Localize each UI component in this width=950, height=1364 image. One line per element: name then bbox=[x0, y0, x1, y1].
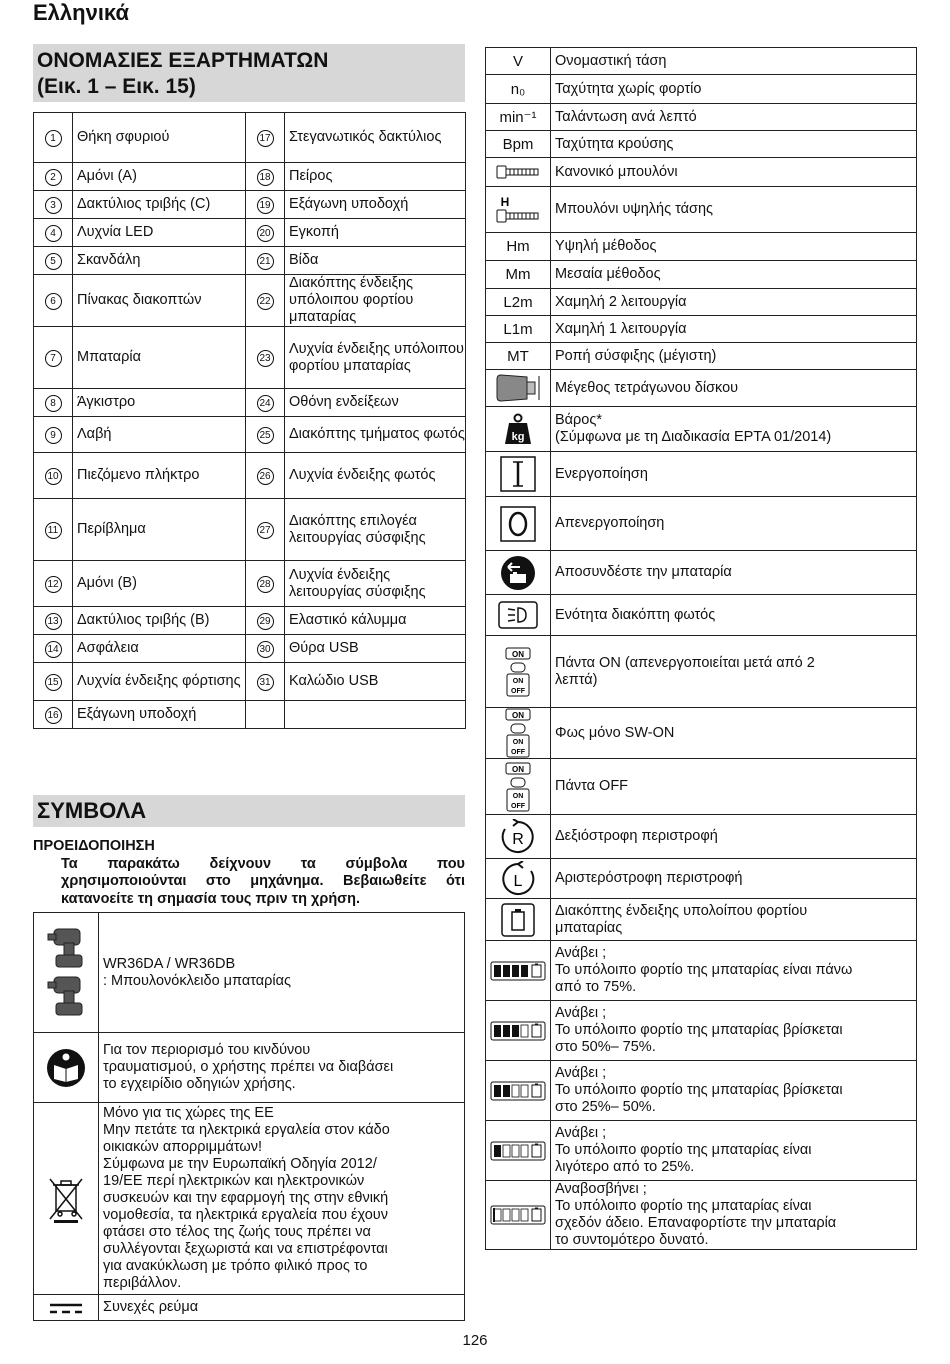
part-number-badge: 29 bbox=[257, 613, 274, 630]
part-name: Εγκοπή bbox=[285, 219, 466, 247]
part-name: Δακτύλιος τριβής (C) bbox=[73, 191, 246, 219]
symbol-description-line: το εγχειρίδιο οδηγιών χρήσης. bbox=[103, 1076, 296, 1092]
parts-row bbox=[34, 191, 466, 219]
symbol-row bbox=[486, 75, 917, 104]
part-number bbox=[246, 275, 285, 327]
part-number-badge: 1 bbox=[45, 130, 62, 147]
square-drive-icon bbox=[486, 370, 551, 407]
symbol-row bbox=[486, 551, 917, 595]
symbol-description bbox=[551, 75, 917, 104]
part-number bbox=[246, 663, 285, 701]
part-number-badge: 16 bbox=[45, 707, 62, 724]
symbol-row bbox=[486, 261, 917, 289]
symbol-description bbox=[551, 1121, 917, 1181]
part-number-badge: 13 bbox=[45, 613, 62, 630]
part-number bbox=[246, 219, 285, 247]
part-number-badge: 25 bbox=[257, 427, 274, 444]
parts-row bbox=[34, 163, 466, 191]
part-name: Λυχνία ένδειξης λειτουργίας σύσφιξης bbox=[285, 561, 466, 607]
symbol-row bbox=[486, 1001, 917, 1061]
symbol-row bbox=[34, 913, 465, 1033]
warning-label: ΠΡΟΕΙΔΟΠΟΙΗΣΗ bbox=[33, 838, 155, 854]
symbol-row bbox=[486, 1181, 917, 1250]
symbol-row bbox=[486, 636, 917, 708]
parts-row bbox=[34, 113, 466, 163]
part-number bbox=[34, 607, 73, 635]
symbol-description-line: Ανάβει ; bbox=[555, 1125, 607, 1141]
part-number bbox=[246, 389, 285, 417]
part-number bbox=[246, 113, 285, 163]
counterclockwise-l-icon bbox=[486, 859, 551, 899]
svg-text:OFF: OFF bbox=[511, 749, 525, 756]
svg-text:ON: ON bbox=[512, 711, 524, 720]
parts-row bbox=[34, 219, 466, 247]
part-number bbox=[34, 417, 73, 453]
part-number bbox=[34, 113, 73, 163]
symbol-description-line: Ροπή σύσφιξης (μέγιστη) bbox=[555, 347, 717, 364]
symbol-description-line: Βάρος* bbox=[555, 412, 602, 428]
crossed-bin-icon bbox=[34, 1103, 99, 1295]
symbol-description-line: Ανάβει ; bbox=[555, 1065, 607, 1081]
part-number-badge: 17 bbox=[257, 130, 274, 147]
part-number-badge: 15 bbox=[45, 674, 62, 691]
symbol-description-line: Το υπόλοιπο φορτίο της μπαταρίας είναι bbox=[555, 1142, 812, 1158]
parts-row bbox=[34, 635, 466, 663]
symbol-description bbox=[551, 1001, 917, 1061]
symbol-description-line: στο 25%– 50%. bbox=[555, 1099, 656, 1115]
parts-row bbox=[34, 499, 466, 561]
battery-1-bar-icon bbox=[486, 1121, 551, 1181]
left-symbols-table bbox=[33, 912, 465, 1321]
symbol-description-line: Συνεχές ρεύμα bbox=[103, 1299, 199, 1315]
part-name: Πείρος bbox=[285, 163, 466, 191]
symbol-description bbox=[551, 187, 917, 233]
symbol-row bbox=[486, 158, 917, 187]
symbol-description bbox=[551, 941, 917, 1001]
part-name: Λυχνία LED bbox=[73, 219, 246, 247]
symbol-description-line: Ανάβει ; bbox=[555, 1005, 607, 1021]
part-number bbox=[246, 701, 285, 729]
symbol-description bbox=[551, 708, 917, 759]
symbol-code: n₀ bbox=[486, 75, 551, 104]
symbol-row bbox=[486, 187, 917, 233]
symbol-description bbox=[99, 1033, 465, 1103]
symbol-description-line: Ταλάντωση ανά λεπτό bbox=[555, 108, 697, 125]
svg-text:ON: ON bbox=[512, 649, 524, 659]
symbol-description bbox=[551, 343, 917, 370]
part-number-badge: 28 bbox=[257, 576, 274, 593]
part-name: Λυχνία ένδειξης φόρτισης bbox=[73, 663, 246, 701]
part-number bbox=[246, 163, 285, 191]
part-name: Οθόνη ενδείξεων bbox=[285, 389, 466, 417]
symbol-description bbox=[551, 158, 917, 187]
part-number-badge: 6 bbox=[45, 293, 62, 310]
symbol-description-line: Ενεργοποίηση bbox=[555, 465, 648, 482]
part-number-badge: 11 bbox=[45, 522, 62, 539]
symbol-description-line: Μην πετάτε τα ηλεκτρικά εργαλεία στον κάδο bbox=[103, 1122, 390, 1138]
clockwise-r-icon bbox=[486, 815, 551, 859]
symbol-description-line: Ταχύτητα χωρίς φορτίο bbox=[555, 80, 702, 97]
symbol-row bbox=[486, 370, 917, 407]
part-number-badge: 31 bbox=[257, 674, 274, 691]
symbol-code: Bpm bbox=[486, 131, 551, 158]
symbol-description-line: Διακόπτης ένδειξης υπολοίπου φορτίου bbox=[555, 902, 808, 919]
symbol-row bbox=[486, 48, 917, 75]
disconnect-battery-icon bbox=[486, 551, 551, 595]
symbol-row bbox=[486, 1061, 917, 1121]
svg-text:ON: ON bbox=[512, 739, 524, 746]
part-number-badge: 19 bbox=[257, 197, 274, 214]
symbol-description-line: φτάσει στο τέλος της ζωής τους πρέπει να bbox=[103, 1224, 371, 1240]
part-number-badge: 9 bbox=[45, 427, 62, 444]
symbol-row bbox=[486, 497, 917, 551]
svg-text:kg: kg bbox=[511, 431, 525, 443]
svg-text:L: L bbox=[513, 872, 523, 890]
symbol-row bbox=[486, 104, 917, 131]
symbol-description bbox=[99, 1103, 465, 1295]
part-number bbox=[246, 191, 285, 219]
warning-text: Τα παρακάτω δείχνουν τα σύμβολα που χρησιμοποιούνται στο μηχάνημα. Βεβαιωθείτε ότι κατανοείτε τη σημασία τους πριν τη χρήση. bbox=[61, 855, 465, 907]
part-number bbox=[246, 635, 285, 663]
svg-text:OFF: OFF bbox=[511, 687, 525, 695]
part-name: Λυχνία ένδειξης υπόλοιπου φορτίου μπαταρίας bbox=[285, 327, 466, 389]
symbol-description-line: λιγότερο από το 25%. bbox=[555, 1159, 695, 1175]
symbol-description bbox=[551, 48, 917, 75]
symbol-description-line: στο 50%– 75%. bbox=[555, 1039, 656, 1055]
symbol-code: min⁻¹ bbox=[486, 104, 551, 131]
part-name: Πιεζόμενο πλήκτρο bbox=[73, 453, 246, 499]
page-number: 126 bbox=[462, 1332, 488, 1349]
part-number-badge: 27 bbox=[257, 522, 274, 539]
symbol-description-line: οικιακών απορριμμάτων! bbox=[103, 1139, 262, 1155]
symbol-description-line: Ονομαστική τάση bbox=[555, 52, 667, 69]
symbol-description bbox=[551, 131, 917, 158]
symbol-description bbox=[551, 1061, 917, 1121]
symbol-description-line: Μπουλόνι υψηλής τάσης bbox=[555, 201, 714, 217]
part-name: Βίδα bbox=[285, 247, 466, 275]
svg-text:H: H bbox=[500, 194, 510, 209]
parts-section-title bbox=[33, 44, 465, 102]
symbol-row bbox=[486, 316, 917, 343]
part-number bbox=[246, 499, 285, 561]
parts-title-line2: (Εικ. 1 – Εικ. 15) bbox=[37, 75, 196, 98]
symbol-description bbox=[551, 497, 917, 551]
symbol-description-line: Για τον περιορισμό του κινδύνου bbox=[103, 1042, 311, 1058]
symbol-description-line: Δεξιόστροφη περιστροφή bbox=[555, 828, 718, 844]
symbol-description bbox=[551, 233, 917, 261]
battery-button-icon bbox=[486, 899, 551, 941]
bolt-icon bbox=[486, 158, 551, 187]
switch-off-icon bbox=[486, 497, 551, 551]
part-number-badge: 22 bbox=[257, 293, 274, 310]
part-name bbox=[285, 701, 466, 729]
symbol-row bbox=[486, 941, 917, 1001]
symbol-description-line: 19/ΕΕ περί ηλεκτρικών και ηλεκτρονικών bbox=[103, 1173, 365, 1189]
symbol-description-line: Χαμηλή 1 λειτουργία bbox=[555, 320, 687, 337]
part-number bbox=[246, 453, 285, 499]
symbol-description-line: από το 75%. bbox=[555, 979, 637, 995]
part-number bbox=[246, 417, 285, 453]
svg-text:ON: ON bbox=[512, 764, 524, 774]
part-name: Μπαταρία bbox=[73, 327, 246, 389]
symbol-description bbox=[551, 899, 917, 941]
symbol-description-line: συλλέγονται ξεχωριστά και να επιστρέφονται bbox=[103, 1241, 388, 1257]
read-manual-icon bbox=[34, 1033, 99, 1103]
symbol-row bbox=[486, 452, 917, 497]
part-number-badge: 3 bbox=[45, 197, 62, 214]
symbol-description bbox=[551, 1181, 917, 1250]
part-number bbox=[34, 191, 73, 219]
parts-row bbox=[34, 453, 466, 499]
high-tension-bolt-icon bbox=[486, 187, 551, 233]
part-number bbox=[34, 499, 73, 561]
symbol-description-line: Το υπόλοιπο φορτίο της μπαταρίας είναι bbox=[555, 1198, 812, 1214]
symbol-row bbox=[486, 1121, 917, 1181]
symbol-description-line: Το υπόλοιπο φορτίο της μπαταρίας βρίσκεται bbox=[555, 1022, 843, 1038]
part-number-badge: 10 bbox=[45, 468, 62, 485]
symbol-row bbox=[34, 1033, 465, 1103]
symbol-description bbox=[551, 104, 917, 131]
part-number bbox=[34, 701, 73, 729]
symbol-description-line: Το υπόλοιπο φορτίο της μπαταρίας είναι πάνω bbox=[555, 962, 853, 978]
symbol-description bbox=[551, 859, 917, 899]
parts-table bbox=[33, 112, 466, 729]
symbol-row bbox=[486, 815, 917, 859]
symbol-description bbox=[99, 913, 465, 1033]
symbol-description-line: λεπτά) bbox=[555, 671, 598, 688]
symbol-code: MT bbox=[486, 343, 551, 370]
part-number-badge: 18 bbox=[257, 169, 274, 186]
symbol-description-line: Μέγεθος τετράγωνου δίσκου bbox=[555, 379, 739, 396]
part-number-badge: 14 bbox=[45, 641, 62, 658]
symbol-description-line: Πάντα OFF bbox=[555, 778, 629, 794]
parts-row bbox=[34, 327, 466, 389]
symbol-description-line: : Μπουλονόκλειδο μπαταρίας bbox=[103, 972, 291, 989]
part-name: Εξάγωνη υποδοχή bbox=[285, 191, 466, 219]
symbol-description-line: Φως μόνο SW-ON bbox=[555, 724, 675, 741]
symbol-description-line: συσκευών και την εφαρμογή της στην εθνική bbox=[103, 1190, 389, 1206]
symbol-row bbox=[486, 899, 917, 941]
part-name: Εξάγωνη υποδοχή bbox=[73, 701, 246, 729]
part-number bbox=[34, 327, 73, 389]
parts-row bbox=[34, 561, 466, 607]
symbol-description-line: Το υπόλοιπο φορτίο της μπαταρίας βρίσκεται bbox=[555, 1082, 843, 1098]
part-name: Σκανδάλη bbox=[73, 247, 246, 275]
symbol-description-line: σχεδόν άδειο. Επαναφορτίστε την μπαταρία bbox=[555, 1215, 837, 1231]
parts-row bbox=[34, 417, 466, 453]
part-number-badge: 30 bbox=[257, 641, 274, 658]
part-number-badge: 12 bbox=[45, 576, 62, 593]
part-number-badge: 5 bbox=[45, 253, 62, 270]
symbol-description-line: το συντομότερο δυνατό. bbox=[555, 1232, 709, 1248]
symbol-description-line: για ανακύκλωση με τρόπο φιλικό προς το bbox=[103, 1258, 368, 1274]
part-name: Διακόπτης ένδειξης υπόλοιπου φορτίου μπαταρίας bbox=[285, 275, 466, 327]
symbol-row bbox=[486, 407, 917, 452]
symbol-description bbox=[551, 595, 917, 636]
part-name: Ελαστικό κάλυμμα bbox=[285, 607, 466, 635]
part-name: Αμόνι (A) bbox=[73, 163, 246, 191]
symbol-code: L1m bbox=[486, 316, 551, 343]
symbol-row bbox=[486, 131, 917, 158]
symbol-description-line: Υψηλή μέθοδος bbox=[555, 238, 657, 254]
symbol-description bbox=[99, 1295, 465, 1321]
impact-wrench-icon bbox=[34, 913, 99, 1033]
on-off-toggle-icon bbox=[486, 708, 551, 759]
symbol-description-line: Απενεργοποίηση bbox=[555, 515, 665, 531]
symbol-description-line: Σύμφωνα με την Ευρωπαϊκή Οδηγία 2012/ bbox=[103, 1156, 377, 1172]
part-number bbox=[34, 247, 73, 275]
part-number bbox=[246, 327, 285, 389]
symbol-description bbox=[551, 261, 917, 289]
part-name: Δακτύλιος τριβής (B) bbox=[73, 607, 246, 635]
right-symbols-table bbox=[485, 47, 917, 1250]
symbol-description-line: περιβάλλον. bbox=[103, 1275, 182, 1291]
symbols-section-title: ΣΥΜΒΟΛΑ bbox=[33, 795, 465, 827]
part-number bbox=[246, 561, 285, 607]
part-number-badge: 21 bbox=[257, 253, 274, 270]
symbol-row bbox=[486, 343, 917, 370]
battery-2-bars-icon bbox=[486, 1061, 551, 1121]
on-off-toggle-icon bbox=[486, 759, 551, 815]
symbol-description bbox=[551, 316, 917, 343]
part-number bbox=[34, 275, 73, 327]
symbol-description-line: Ανάβει ; bbox=[555, 945, 607, 961]
symbol-description bbox=[551, 551, 917, 595]
parts-row bbox=[34, 701, 466, 729]
part-number bbox=[246, 607, 285, 635]
part-name: Καλώδιο USB bbox=[285, 663, 466, 701]
symbol-description-line: Αναβοσβήνει ; bbox=[555, 1181, 647, 1197]
part-name: Άγκιστρο bbox=[73, 389, 246, 417]
symbol-row bbox=[486, 708, 917, 759]
part-name: Λυχνία ένδειξης φωτός bbox=[285, 453, 466, 499]
battery-4-bars-icon bbox=[486, 941, 551, 1001]
symbol-description-line: Ταχύτητα κρούσης bbox=[555, 135, 674, 152]
parts-row bbox=[34, 389, 466, 417]
part-number-badge: 20 bbox=[257, 225, 274, 242]
symbol-row bbox=[486, 233, 917, 261]
svg-text:ON: ON bbox=[512, 677, 524, 685]
svg-text:OFF: OFF bbox=[511, 802, 525, 810]
symbol-code: Hm bbox=[486, 233, 551, 261]
part-number bbox=[34, 561, 73, 607]
battery-3-bars-icon bbox=[486, 1001, 551, 1061]
symbol-code: V bbox=[486, 48, 551, 75]
symbol-row bbox=[486, 289, 917, 316]
symbol-description bbox=[551, 815, 917, 859]
symbol-description-line: (Σύμφωνα με τη Διαδικασία EPTA 01/2014) bbox=[555, 429, 832, 445]
symbol-code: Mm bbox=[486, 261, 551, 289]
part-number-badge: 2 bbox=[45, 169, 62, 186]
part-name: Θύρα USB bbox=[285, 635, 466, 663]
symbol-description-line: μπαταρίας bbox=[555, 919, 623, 936]
parts-row bbox=[34, 247, 466, 275]
symbol-description-line: Χαμηλή 2 λειτουργία bbox=[555, 293, 687, 310]
battery-blinking-icon bbox=[486, 1181, 551, 1250]
symbol-description bbox=[551, 452, 917, 497]
part-name: Θήκη σφυριού bbox=[73, 113, 246, 163]
symbol-row bbox=[34, 1103, 465, 1295]
weight-kg-icon bbox=[486, 407, 551, 452]
part-number bbox=[34, 389, 73, 417]
part-number-badge: 7 bbox=[45, 350, 62, 367]
part-name: Ασφάλεια bbox=[73, 635, 246, 663]
symbol-description-line: Κανονικό μπουλόνι bbox=[555, 163, 678, 180]
symbol-description bbox=[551, 289, 917, 316]
part-name: Περίβλημα bbox=[73, 499, 246, 561]
light-switch-icon bbox=[486, 595, 551, 636]
part-name: Αμόνι (B) bbox=[73, 561, 246, 607]
switch-on-icon bbox=[486, 452, 551, 497]
part-name: Διακόπτης επιλογέα λειτουργίας σύσφιξης bbox=[285, 499, 466, 561]
parts-row bbox=[34, 607, 466, 635]
symbol-description-line: Μόνο για τις χώρες της ΕΕ bbox=[103, 1105, 274, 1121]
part-name: Πίνακας διακοπτών bbox=[73, 275, 246, 327]
part-number bbox=[34, 635, 73, 663]
part-number bbox=[246, 247, 285, 275]
symbol-description bbox=[551, 636, 917, 708]
part-number bbox=[34, 163, 73, 191]
symbol-description-line: Μεσαία μέθοδος bbox=[555, 266, 661, 282]
symbol-description-line: WR36DA / WR36DB bbox=[103, 955, 236, 972]
parts-row bbox=[34, 275, 466, 327]
part-name: Λαβή bbox=[73, 417, 246, 453]
part-number bbox=[34, 663, 73, 701]
part-number bbox=[34, 219, 73, 247]
part-name: Στεγανωτικός δακτύλιος bbox=[285, 113, 466, 163]
on-off-toggle-icon bbox=[486, 636, 551, 708]
warning-block bbox=[33, 838, 465, 908]
symbol-description bbox=[551, 370, 917, 407]
symbol-description-line: Ενότητα διακόπτη φωτός bbox=[555, 606, 716, 623]
symbol-description-line: Αποσυνδέστε την μπαταρία bbox=[555, 564, 732, 580]
direct-current-icon bbox=[34, 1295, 99, 1321]
symbol-description bbox=[551, 407, 917, 452]
svg-text:R: R bbox=[512, 830, 524, 848]
part-number bbox=[34, 453, 73, 499]
symbol-description-line: Πάντα ON (απενεργοποιείται μετά από 2 bbox=[555, 654, 815, 671]
parts-title-line1: ΟΝΟΜΑΣΙΕΣ ΕΞΑΡΤΗΜΑΤΩΝ bbox=[37, 49, 329, 72]
symbol-description-line: Αριστερόστροφη περιστροφή bbox=[555, 870, 743, 886]
symbol-row bbox=[486, 759, 917, 815]
symbol-description bbox=[551, 759, 917, 815]
part-number-badge: 23 bbox=[257, 350, 274, 367]
part-number-badge: 4 bbox=[45, 225, 62, 242]
part-number-badge: 8 bbox=[45, 395, 62, 412]
part-number-badge: 24 bbox=[257, 395, 274, 412]
symbol-code: L2m bbox=[486, 289, 551, 316]
symbol-row bbox=[486, 859, 917, 899]
language-label: Ελληνικά bbox=[33, 0, 129, 25]
part-number-badge: 26 bbox=[257, 468, 274, 485]
parts-row bbox=[34, 663, 466, 701]
symbol-description-line: νομοθεσία, τα ηλεκτρικά εργαλεία που έχουν bbox=[103, 1207, 388, 1223]
symbol-row bbox=[486, 595, 917, 636]
part-name: Διακόπτης τμήματος φωτός bbox=[285, 417, 466, 453]
svg-text:ON: ON bbox=[512, 792, 524, 800]
symbol-description-line: τραυματισμού, ο χρήστης πρέπει να διαβάσει bbox=[103, 1059, 394, 1075]
symbol-row bbox=[34, 1295, 465, 1321]
